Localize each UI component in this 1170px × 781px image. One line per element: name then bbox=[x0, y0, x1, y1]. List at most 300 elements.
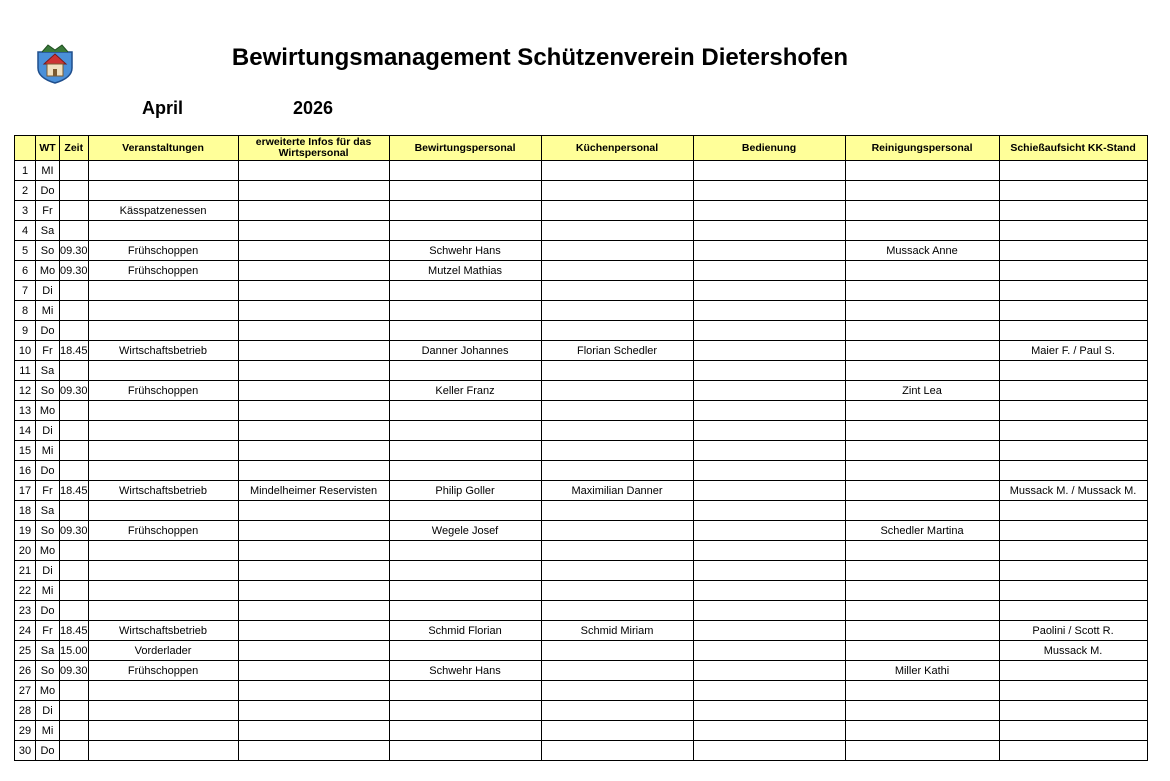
cell-kueche bbox=[541, 601, 693, 621]
cell-infos bbox=[238, 421, 389, 441]
table-row bbox=[15, 661, 1148, 681]
table-row bbox=[15, 481, 1148, 501]
cell-aufsicht bbox=[999, 421, 1147, 441]
column-header-aufsicht: Schießaufsicht KK-Stand bbox=[999, 136, 1147, 161]
cell-zeit: 18.45 bbox=[60, 341, 89, 361]
cell-kueche bbox=[541, 641, 693, 661]
cell-veranstaltung bbox=[88, 161, 238, 181]
page-title-text: Bewirtungsmanagement Schützenverein Dietershofen bbox=[231, 44, 849, 71]
cell-infos bbox=[238, 381, 389, 401]
cell-kueche bbox=[541, 701, 693, 721]
cell-aufsicht bbox=[999, 701, 1147, 721]
cell-infos bbox=[238, 721, 389, 741]
cell-kueche bbox=[541, 581, 693, 601]
cell-bedienung bbox=[693, 221, 845, 241]
cell-nr: 5 bbox=[15, 241, 36, 261]
cell-wt: So bbox=[36, 521, 60, 541]
cell-aufsicht bbox=[999, 741, 1147, 761]
page-title bbox=[0, 44, 1080, 72]
column-header-veranstaltung: Veranstaltungen bbox=[88, 136, 238, 161]
table-row bbox=[15, 341, 1148, 361]
cell-zeit bbox=[60, 221, 89, 241]
cell-infos bbox=[238, 641, 389, 661]
cell-zeit bbox=[60, 701, 89, 721]
cell-reinigung bbox=[845, 681, 999, 701]
cell-kueche bbox=[541, 201, 693, 221]
cell-bedienung bbox=[693, 561, 845, 581]
cell-kueche bbox=[541, 741, 693, 761]
cell-bedienung bbox=[693, 461, 845, 481]
cell-bewirtung bbox=[389, 461, 541, 481]
column-header-infos: erweiterte Infos für das Wirtspersonal bbox=[238, 136, 389, 161]
cell-bedienung bbox=[693, 401, 845, 421]
cell-bewirtung: Danner Johannes bbox=[389, 341, 541, 361]
cell-wt: Mo bbox=[36, 541, 60, 561]
cell-bedienung bbox=[693, 581, 845, 601]
cell-zeit bbox=[60, 681, 89, 701]
column-header-wt: WT bbox=[36, 136, 60, 161]
column-header-bewirtung: Bewirtungspersonal bbox=[389, 136, 541, 161]
cell-zeit bbox=[60, 601, 89, 621]
cell-infos bbox=[238, 701, 389, 721]
cell-bedienung bbox=[693, 541, 845, 561]
cell-infos bbox=[238, 461, 389, 481]
cell-bewirtung: Keller Franz bbox=[389, 381, 541, 401]
column-header-bedienung: Bedienung bbox=[693, 136, 845, 161]
cell-bewirtung: Mutzel Mathias bbox=[389, 261, 541, 281]
cell-aufsicht bbox=[999, 321, 1147, 341]
cell-aufsicht bbox=[999, 521, 1147, 541]
table-row bbox=[15, 361, 1148, 381]
cell-zeit bbox=[60, 581, 89, 601]
cell-zeit bbox=[60, 541, 89, 561]
cell-bewirtung: Philip Goller bbox=[389, 481, 541, 501]
cell-nr: 7 bbox=[15, 281, 36, 301]
cell-zeit: 09.30 bbox=[60, 521, 89, 541]
cell-nr: 29 bbox=[15, 721, 36, 741]
cell-bewirtung bbox=[389, 601, 541, 621]
cell-kueche bbox=[541, 401, 693, 421]
cell-kueche bbox=[541, 281, 693, 301]
cell-zeit bbox=[60, 421, 89, 441]
cell-veranstaltung: Frühschoppen bbox=[88, 241, 238, 261]
cell-reinigung bbox=[845, 601, 999, 621]
cell-reinigung bbox=[845, 621, 999, 641]
cell-nr: 9 bbox=[15, 321, 36, 341]
cell-nr: 12 bbox=[15, 381, 36, 401]
cell-zeit bbox=[60, 281, 89, 301]
cell-reinigung bbox=[845, 541, 999, 561]
table-row bbox=[15, 301, 1148, 321]
cell-bewirtung: Schwehr Hans bbox=[389, 661, 541, 681]
table-row bbox=[15, 441, 1148, 461]
cell-bewirtung bbox=[389, 721, 541, 741]
cell-wt: Di bbox=[36, 421, 60, 441]
cell-infos bbox=[238, 741, 389, 761]
cell-aufsicht bbox=[999, 541, 1147, 561]
cell-bedienung bbox=[693, 681, 845, 701]
cell-wt: So bbox=[36, 381, 60, 401]
cell-veranstaltung bbox=[88, 221, 238, 241]
month-label: April bbox=[142, 98, 184, 118]
cell-veranstaltung: Frühschoppen bbox=[88, 381, 238, 401]
cell-bewirtung bbox=[389, 541, 541, 561]
table-row bbox=[15, 461, 1148, 481]
cell-infos bbox=[238, 221, 389, 241]
cell-wt: Di bbox=[36, 281, 60, 301]
cell-nr: 25 bbox=[15, 641, 36, 661]
cell-wt: Do bbox=[36, 461, 60, 481]
cell-wt: Mi bbox=[36, 441, 60, 461]
cell-kueche: Florian Schedler bbox=[541, 341, 693, 361]
cell-reinigung bbox=[845, 461, 999, 481]
cell-infos bbox=[238, 561, 389, 581]
table-row bbox=[15, 721, 1148, 741]
cell-reinigung bbox=[845, 561, 999, 581]
cell-nr: 11 bbox=[15, 361, 36, 381]
cell-veranstaltung bbox=[88, 681, 238, 701]
table-row bbox=[15, 281, 1148, 301]
cell-reinigung bbox=[845, 281, 999, 301]
cell-nr: 20 bbox=[15, 541, 36, 561]
cell-zeit bbox=[60, 741, 89, 761]
cell-aufsicht bbox=[999, 441, 1147, 461]
cell-reinigung bbox=[845, 441, 999, 461]
cell-reinigung bbox=[845, 421, 999, 441]
cell-aufsicht: Mussack M. / Mussack M. bbox=[999, 481, 1147, 501]
cell-zeit bbox=[60, 441, 89, 461]
cell-aufsicht bbox=[999, 241, 1147, 261]
cell-infos bbox=[238, 241, 389, 261]
cell-infos bbox=[238, 361, 389, 381]
table-row bbox=[15, 741, 1148, 761]
cell-infos bbox=[238, 261, 389, 281]
cell-aufsicht bbox=[999, 501, 1147, 521]
cell-bewirtung bbox=[389, 281, 541, 301]
cell-bewirtung: Schwehr Hans bbox=[389, 241, 541, 261]
cell-infos bbox=[238, 601, 389, 621]
cell-veranstaltung: Frühschoppen bbox=[88, 521, 238, 541]
cell-bedienung bbox=[693, 501, 845, 521]
column-header-zeit: Zeit bbox=[60, 136, 89, 161]
cell-wt: Do bbox=[36, 601, 60, 621]
cell-bedienung bbox=[693, 481, 845, 501]
cell-zeit bbox=[60, 321, 89, 341]
cell-bewirtung bbox=[389, 401, 541, 421]
cell-nr: 4 bbox=[15, 221, 36, 241]
cell-wt: Fr bbox=[36, 481, 60, 501]
cell-aufsicht bbox=[999, 181, 1147, 201]
cell-zeit: 09.30 bbox=[60, 241, 89, 261]
cell-bewirtung bbox=[389, 441, 541, 461]
cell-bedienung bbox=[693, 281, 845, 301]
cell-kueche bbox=[541, 421, 693, 441]
table-row bbox=[15, 681, 1148, 701]
cell-kueche bbox=[541, 501, 693, 521]
cell-bedienung bbox=[693, 441, 845, 461]
cell-kueche bbox=[541, 381, 693, 401]
cell-veranstaltung bbox=[88, 421, 238, 441]
cell-kueche bbox=[541, 441, 693, 461]
cell-zeit bbox=[60, 721, 89, 741]
cell-zeit: 18.45 bbox=[60, 621, 89, 641]
cell-wt: Fr bbox=[36, 341, 60, 361]
cell-aufsicht bbox=[999, 261, 1147, 281]
cell-infos bbox=[238, 521, 389, 541]
cell-nr: 19 bbox=[15, 521, 36, 541]
cell-zeit bbox=[60, 181, 89, 201]
cell-reinigung bbox=[845, 301, 999, 321]
cell-veranstaltung bbox=[88, 561, 238, 581]
cell-bewirtung bbox=[389, 201, 541, 221]
column-header-reinigung: Reinigungspersonal bbox=[845, 136, 999, 161]
cell-wt: Fr bbox=[36, 201, 60, 221]
table-row bbox=[15, 641, 1148, 661]
cell-bewirtung bbox=[389, 741, 541, 761]
table-row bbox=[15, 241, 1148, 261]
cell-zeit bbox=[60, 361, 89, 381]
cell-wt: Di bbox=[36, 701, 60, 721]
cell-wt: Do bbox=[36, 741, 60, 761]
cell-veranstaltung bbox=[88, 361, 238, 381]
cell-aufsicht bbox=[999, 361, 1147, 381]
table-row bbox=[15, 401, 1148, 421]
cell-infos bbox=[238, 441, 389, 461]
cell-veranstaltung: Wirtschaftsbetrieb bbox=[88, 621, 238, 641]
column-header-nr bbox=[15, 136, 36, 161]
cell-bedienung bbox=[693, 701, 845, 721]
cell-aufsicht bbox=[999, 161, 1147, 181]
cell-bedienung bbox=[693, 201, 845, 221]
cell-kueche bbox=[541, 541, 693, 561]
cell-wt: Do bbox=[36, 181, 60, 201]
cell-reinigung: Miller Kathi bbox=[845, 661, 999, 681]
cell-veranstaltung bbox=[88, 321, 238, 341]
cell-wt: Sa bbox=[36, 221, 60, 241]
cell-bedienung bbox=[693, 721, 845, 741]
cell-veranstaltung bbox=[88, 701, 238, 721]
cell-infos bbox=[238, 661, 389, 681]
cell-veranstaltung bbox=[88, 721, 238, 741]
cell-reinigung bbox=[845, 701, 999, 721]
column-header-kueche: Küchenpersonal bbox=[541, 136, 693, 161]
cell-veranstaltung bbox=[88, 401, 238, 421]
cell-reinigung bbox=[845, 221, 999, 241]
cell-nr: 27 bbox=[15, 681, 36, 701]
table-row bbox=[15, 261, 1148, 281]
cell-bedienung bbox=[693, 641, 845, 661]
cell-bedienung bbox=[693, 161, 845, 181]
cell-infos bbox=[238, 281, 389, 301]
cell-bewirtung bbox=[389, 321, 541, 341]
cell-kueche bbox=[541, 261, 693, 281]
cell-veranstaltung bbox=[88, 601, 238, 621]
cell-bedienung bbox=[693, 261, 845, 281]
cell-wt: So bbox=[36, 241, 60, 261]
cell-veranstaltung bbox=[88, 441, 238, 461]
table-row bbox=[15, 181, 1148, 201]
schedule-table bbox=[14, 135, 1148, 761]
cell-reinigung bbox=[845, 641, 999, 661]
cell-veranstaltung: Frühschoppen bbox=[88, 661, 238, 681]
cell-infos: Mindelheimer Reservisten bbox=[238, 481, 389, 501]
cell-veranstaltung bbox=[88, 281, 238, 301]
table-row bbox=[15, 421, 1148, 441]
cell-nr: 2 bbox=[15, 181, 36, 201]
cell-bewirtung bbox=[389, 421, 541, 441]
table-row bbox=[15, 501, 1148, 521]
cell-kueche bbox=[541, 161, 693, 181]
cell-reinigung bbox=[845, 321, 999, 341]
cell-bedienung bbox=[693, 361, 845, 381]
cell-kueche: Maximilian Danner bbox=[541, 481, 693, 501]
cell-nr: 13 bbox=[15, 401, 36, 421]
cell-bedienung bbox=[693, 521, 845, 541]
cell-wt: Sa bbox=[36, 361, 60, 381]
cell-reinigung bbox=[845, 341, 999, 361]
cell-veranstaltung: Wirtschaftsbetrieb bbox=[88, 341, 238, 361]
table-row bbox=[15, 321, 1148, 341]
cell-bewirtung bbox=[389, 641, 541, 661]
cell-infos bbox=[238, 401, 389, 421]
cell-zeit bbox=[60, 201, 89, 221]
cell-infos bbox=[238, 501, 389, 521]
cell-bewirtung bbox=[389, 301, 541, 321]
cell-bewirtung bbox=[389, 581, 541, 601]
cell-nr: 10 bbox=[15, 341, 36, 361]
cell-nr: 6 bbox=[15, 261, 36, 281]
cell-zeit: 09.30 bbox=[60, 661, 89, 681]
cell-infos bbox=[238, 201, 389, 221]
cell-wt: MI bbox=[36, 161, 60, 181]
table-row bbox=[15, 701, 1148, 721]
cell-aufsicht bbox=[999, 561, 1147, 581]
cell-infos bbox=[238, 321, 389, 341]
cell-wt: Fr bbox=[36, 621, 60, 641]
cell-kueche bbox=[541, 181, 693, 201]
cell-bedienung bbox=[693, 421, 845, 441]
cell-kueche bbox=[541, 521, 693, 541]
cell-kueche bbox=[541, 321, 693, 341]
cell-aufsicht bbox=[999, 461, 1147, 481]
cell-bedienung bbox=[693, 181, 845, 201]
cell-aufsicht bbox=[999, 581, 1147, 601]
cell-aufsicht: Paolini / Scott R. bbox=[999, 621, 1147, 641]
table-row bbox=[15, 561, 1148, 581]
cell-nr: 30 bbox=[15, 741, 36, 761]
cell-reinigung bbox=[845, 261, 999, 281]
cell-bewirtung: Wegele Josef bbox=[389, 521, 541, 541]
cell-aufsicht bbox=[999, 381, 1147, 401]
cell-aufsicht bbox=[999, 681, 1147, 701]
cell-nr: 26 bbox=[15, 661, 36, 681]
cell-bewirtung bbox=[389, 681, 541, 701]
table-row bbox=[15, 541, 1148, 561]
table-row bbox=[15, 221, 1148, 241]
cell-kueche bbox=[541, 661, 693, 681]
cell-kueche bbox=[541, 361, 693, 381]
table-row bbox=[15, 581, 1148, 601]
table-row bbox=[15, 521, 1148, 541]
table-row bbox=[15, 201, 1148, 221]
cell-kueche bbox=[541, 721, 693, 741]
cell-aufsicht bbox=[999, 601, 1147, 621]
cell-nr: 8 bbox=[15, 301, 36, 321]
cell-bewirtung bbox=[389, 181, 541, 201]
cell-reinigung bbox=[845, 501, 999, 521]
table-row bbox=[15, 381, 1148, 401]
cell-wt: Mi bbox=[36, 721, 60, 741]
cell-nr: 22 bbox=[15, 581, 36, 601]
cell-aufsicht bbox=[999, 661, 1147, 681]
cell-reinigung bbox=[845, 581, 999, 601]
cell-reinigung bbox=[845, 741, 999, 761]
cell-veranstaltung: Frühschoppen bbox=[88, 261, 238, 281]
cell-veranstaltung bbox=[88, 501, 238, 521]
cell-zeit: 15.00 bbox=[60, 641, 89, 661]
cell-wt: Do bbox=[36, 321, 60, 341]
year-label: 2026 bbox=[293, 98, 334, 118]
cell-infos bbox=[238, 581, 389, 601]
cell-reinigung bbox=[845, 161, 999, 181]
cell-bedienung bbox=[693, 301, 845, 321]
cell-aufsicht bbox=[999, 301, 1147, 321]
cell-zeit bbox=[60, 401, 89, 421]
cell-veranstaltung bbox=[88, 301, 238, 321]
cell-veranstaltung: Wirtschaftsbetrieb bbox=[88, 481, 238, 501]
cell-bedienung bbox=[693, 341, 845, 361]
table-row bbox=[15, 621, 1148, 641]
cell-aufsicht bbox=[999, 401, 1147, 421]
cell-veranstaltung: Vorderlader bbox=[88, 641, 238, 661]
cell-zeit: 18.45 bbox=[60, 481, 89, 501]
cell-kueche bbox=[541, 241, 693, 261]
cell-nr: 3 bbox=[15, 201, 36, 221]
cell-kueche bbox=[541, 461, 693, 481]
cell-veranstaltung: Kässpatzenessen bbox=[88, 201, 238, 221]
cell-nr: 23 bbox=[15, 601, 36, 621]
cell-reinigung bbox=[845, 721, 999, 741]
cell-infos bbox=[238, 301, 389, 321]
cell-bewirtung bbox=[389, 701, 541, 721]
cell-nr: 21 bbox=[15, 561, 36, 581]
cell-bedienung bbox=[693, 741, 845, 761]
cell-infos bbox=[238, 161, 389, 181]
cell-nr: 16 bbox=[15, 461, 36, 481]
cell-kueche bbox=[541, 681, 693, 701]
cell-bewirtung: Schmid Florian bbox=[389, 621, 541, 641]
cell-wt: So bbox=[36, 661, 60, 681]
cell-reinigung bbox=[845, 181, 999, 201]
cell-infos bbox=[238, 681, 389, 701]
cell-nr: 28 bbox=[15, 701, 36, 721]
cell-aufsicht: Mussack M. bbox=[999, 641, 1147, 661]
cell-kueche bbox=[541, 301, 693, 321]
cell-veranstaltung bbox=[88, 461, 238, 481]
cell-wt: Mo bbox=[36, 401, 60, 421]
cell-bedienung bbox=[693, 601, 845, 621]
cell-kueche: Schmid Miriam bbox=[541, 621, 693, 641]
cell-veranstaltung bbox=[88, 181, 238, 201]
cell-zeit bbox=[60, 301, 89, 321]
cell-wt: Sa bbox=[36, 641, 60, 661]
cell-veranstaltung bbox=[88, 541, 238, 561]
cell-reinigung bbox=[845, 201, 999, 221]
cell-reinigung bbox=[845, 401, 999, 421]
cell-bewirtung bbox=[389, 161, 541, 181]
cell-wt: Mo bbox=[36, 681, 60, 701]
cell-aufsicht bbox=[999, 721, 1147, 741]
